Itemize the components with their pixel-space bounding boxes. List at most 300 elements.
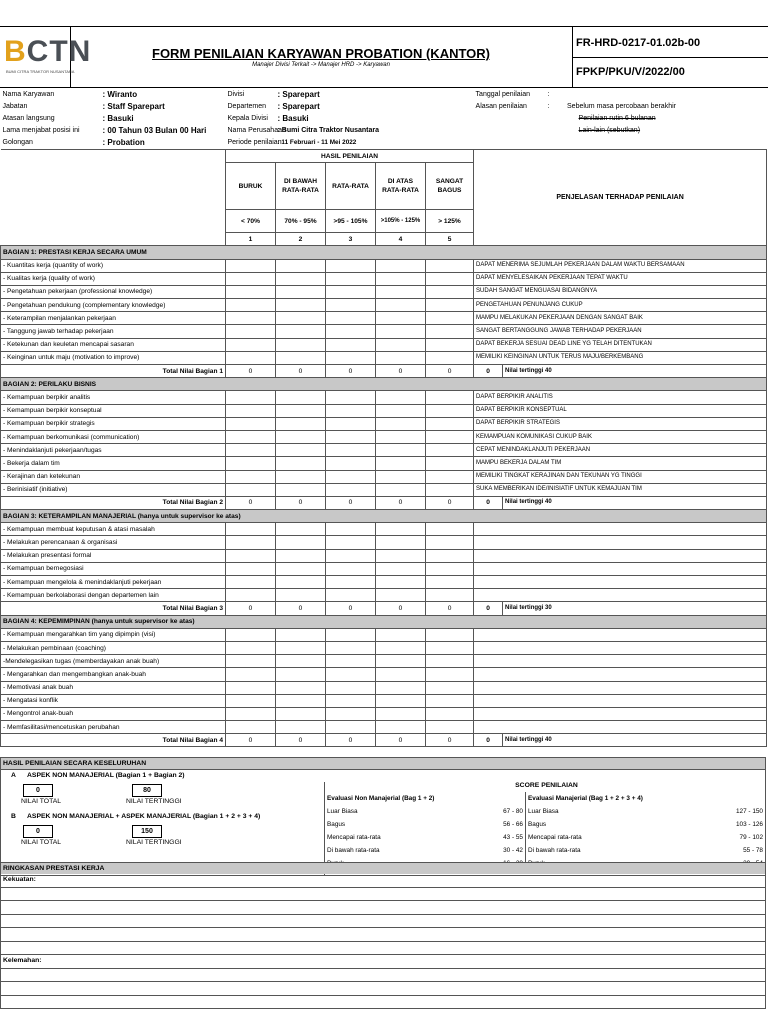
explanation-cell[interactable]: DAPAT MENERIMA SEJUMLAH PEKERJAAN DALAM WAKTU BERSAMAAN [474,259,767,272]
score-cell[interactable] [226,576,276,589]
summary-body [0,770,766,876]
weaknesses-line[interactable] [1,969,765,983]
criteria-label: - Kemampuan bernegosiasi [1,562,226,575]
reason-text: Sebelum masa percobaan berakhir [567,102,676,110]
score-cell[interactable] [276,483,326,496]
score-cell[interactable] [326,668,376,681]
score-cell[interactable] [376,417,426,430]
score-cell[interactable] [376,655,426,668]
score-cell[interactable] [226,721,276,734]
rating-range: >95 - 105% [326,210,376,233]
rating-score: 4 [376,233,426,246]
weaknesses-line[interactable] [1,996,765,1010]
score-cell[interactable] [326,325,376,338]
nilai-total-label: NILAI TOTAL [21,839,62,846]
score-cell[interactable] [426,259,474,272]
score-cell[interactable] [226,641,276,654]
aspect-a-total[interactable]: 0 [23,784,53,797]
score-cell[interactable] [226,444,276,457]
logo-box [0,27,92,87]
score-cell[interactable] [376,536,426,549]
score-cell[interactable] [376,721,426,734]
score-cell[interactable] [276,576,326,589]
doc-code: FR-HRD-0217-01.02b-00 [576,37,701,49]
score-cell[interactable] [326,721,376,734]
score-cell[interactable] [276,457,326,470]
division-head-value[interactable]: : Basuki [277,113,309,123]
total-value: 0 [376,734,426,747]
info-row [1,100,767,112]
score-cell[interactable] [226,483,276,496]
score-cell[interactable] [226,549,276,562]
supervisor-value[interactable]: : Basuki [102,113,134,123]
reason-text: Penilaian rutin 6 bulanan [578,114,656,122]
scale-label: Di bawah rata-rata [327,847,380,854]
score-cell[interactable] [426,351,474,364]
criteria-row [1,694,767,707]
rating-label: DI ATAS RATA-RATA [376,163,426,210]
score-cell[interactable] [426,641,474,654]
criteria-row [1,404,767,417]
score-cell[interactable] [426,707,474,720]
score-cell[interactable] [376,285,426,298]
company-value[interactable]: : Bumi Citra Traktor Nusantara [277,127,380,135]
reason-option-2[interactable] [546,112,767,124]
scale-label: Luar Biasa [528,808,559,815]
explanation-cell[interactable]: MEMILIKI KEINGINAN UNTUK TERUS MAJU/BERKEMBANG [474,351,767,364]
score-cell[interactable] [226,655,276,668]
score-cell[interactable] [326,641,376,654]
tenure-value[interactable]: : 00 Tahun 03 Bulan 00 Hari [102,126,207,136]
criteria-row [1,721,767,734]
rating-range: >105% - 125% [376,210,426,233]
score-cell[interactable] [426,576,474,589]
explanation-cell[interactable] [474,681,767,694]
aspect-a-label: ASPEK NON MANAJERIAL (Bagian 1 + Bagian 2) [27,772,185,779]
rating-label: BURUK [226,163,276,210]
score-cell[interactable] [426,681,474,694]
score-cell[interactable] [276,391,326,404]
score-cell[interactable] [426,549,474,562]
explanation-cell[interactable]: DAPAT BERPIKIR STRATEGIS [474,417,767,430]
total-value: 0 [426,365,474,378]
score-cell[interactable] [226,351,276,364]
score-cell[interactable] [276,325,326,338]
score-cell[interactable] [326,312,376,325]
explanation-cell[interactable]: DAPAT MENYELESAIKAN PEKERJAAN TEPAT WAKTU [474,272,767,285]
total-value: 0 [376,602,426,615]
total-value: 0 [276,734,326,747]
score-cell[interactable] [426,285,474,298]
score-cell[interactable] [326,523,376,536]
label: Golongan [2,139,33,147]
scale-range: 103 - 126 [735,821,763,828]
explanation-cell[interactable] [474,668,767,681]
explanation-cell[interactable]: KEMAMPUAN KOMUNIKASI CUKUP BAIK [474,430,767,443]
score-cell[interactable] [426,470,474,483]
logo-letter: B [4,35,27,68]
score-cell[interactable] [376,272,426,285]
score-cell[interactable] [276,285,326,298]
score-cell[interactable] [326,351,376,364]
score-cell[interactable] [276,444,326,457]
criteria-row [1,641,767,654]
score-cell[interactable] [226,562,276,575]
explanation-cell[interactable] [474,655,767,668]
score-cell[interactable] [376,589,426,602]
score-cell[interactable] [276,681,326,694]
strengths-line[interactable] [1,928,765,942]
score-cell[interactable] [226,417,276,430]
score-cell[interactable] [326,628,376,641]
position-value[interactable]: : Staff Sparepart [102,101,165,111]
score-cell[interactable] [426,483,474,496]
total-value: 0 [276,365,326,378]
criteria-label: - Mengatasi konflik [1,694,226,707]
score-cell[interactable] [226,536,276,549]
total-value: 0 [376,365,426,378]
score-cell[interactable] [376,430,426,443]
score-cell[interactable] [276,417,326,430]
criteria-row [1,681,767,694]
score-cell[interactable] [276,589,326,602]
score-cell[interactable] [226,668,276,681]
summary-lines [0,874,766,1009]
section-max: Nilai tertinggi 40 [503,734,767,747]
explanation-cell[interactable]: DAPAT BERPIKIR KONSEPTUAL [474,404,767,417]
score-cell[interactable] [376,681,426,694]
score-cell[interactable] [326,576,376,589]
rating-header [1,149,767,162]
score-cell[interactable] [226,299,276,312]
section-header [1,378,767,391]
score-cell[interactable] [426,404,474,417]
score-cell[interactable] [226,312,276,325]
score-cell[interactable] [376,299,426,312]
score-cell[interactable] [276,694,326,707]
section-header [1,615,767,628]
score-cell[interactable] [226,325,276,338]
score-cell[interactable] [326,417,376,430]
total-label: Total Nilai Bagian 1 [1,365,226,378]
criteria-row [1,707,767,720]
criteria-label: - Kemampuan berpikir analitis [1,391,226,404]
section-total-row [1,734,767,747]
explanation-cell[interactable] [474,549,767,562]
score-cell[interactable] [326,549,376,562]
score-cell[interactable] [376,312,426,325]
score-cell[interactable] [426,272,474,285]
section-title: BAGIAN 4: KEPEMIMPINAN (hanya untuk supervisor ke atas) [1,615,767,628]
score-cell[interactable] [326,589,376,602]
score-cell[interactable] [226,470,276,483]
total-label: Total Nilai Bagian 2 [1,496,226,509]
score-cell[interactable] [376,404,426,417]
explanation-cell[interactable]: SANGAT BERTANGGUNG JAWAB TERHADAP PEKERJAAN [474,325,767,338]
score-cell[interactable] [376,259,426,272]
score-cell[interactable] [326,430,376,443]
score-cell[interactable] [376,562,426,575]
department-value[interactable]: : Sparepart [277,101,320,111]
score-cell[interactable] [326,338,376,351]
score-cell[interactable] [276,259,326,272]
score-cell[interactable] [226,523,276,536]
explanation-cell[interactable]: DAPAT BEKERJA SESUAI DEAD LINE YG TELAH DITENTUKAN [474,338,767,351]
section-header [1,246,767,259]
total-value: 0 [326,734,376,747]
explanation-cell[interactable] [474,707,767,720]
score-cell[interactable] [326,562,376,575]
criteria-row [1,523,767,536]
score-cell[interactable] [276,641,326,654]
score-cell[interactable] [376,668,426,681]
grade-value[interactable]: : Probation [102,138,145,148]
score-cell[interactable] [376,325,426,338]
managerial-scale [525,792,765,870]
evaluation-table [0,88,767,747]
criteria-row [1,325,767,338]
score-cell[interactable] [326,470,376,483]
strengths-line[interactable] [1,942,765,956]
strengths-line[interactable] [1,888,765,902]
score-cell[interactable] [426,430,474,443]
aspect-b-letter: B [11,813,16,820]
score-cell[interactable] [426,536,474,549]
info-row [1,112,767,124]
score-cell[interactable] [326,444,376,457]
score-cell[interactable] [226,589,276,602]
score-cell[interactable] [226,430,276,443]
explanation-cell[interactable] [474,628,767,641]
colon: : [547,102,550,110]
weaknesses-line[interactable] [1,982,765,996]
score-cell[interactable] [226,338,276,351]
label: Kepala Divisi [227,114,268,122]
score-cell[interactable] [376,576,426,589]
score-cell[interactable] [376,641,426,654]
score-cell[interactable] [426,325,474,338]
score-cell[interactable] [376,470,426,483]
score-cell[interactable] [376,549,426,562]
total-label: Total Nilai Bagian 4 [1,734,226,747]
explanation-cell[interactable] [474,523,767,536]
label: Atasan langsung [2,114,55,122]
score-cell[interactable] [426,562,474,575]
reason-option-3[interactable] [546,125,767,137]
spacer [474,125,546,137]
score-cell[interactable] [326,536,376,549]
criteria-label: - Melakukan pembinaan (coaching) [1,641,226,654]
score-cell[interactable] [226,707,276,720]
score-cell[interactable] [376,338,426,351]
section-title: BAGIAN 1: PRESTASI KERJA SECARA UMUM [1,246,767,259]
strengths-line[interactable] [1,915,765,929]
score-cell[interactable] [226,681,276,694]
score-cell[interactable] [426,391,474,404]
criteria-label: - Kemampuan berkolaborasi dengan departemen lain [1,589,226,602]
explanation-cell[interactable]: DAPAT BERPIKIR ANALITIS [474,391,767,404]
weaknesses-label[interactable]: Kelemahan: [1,955,765,969]
score-cell[interactable] [226,285,276,298]
score-cell[interactable] [276,536,326,549]
logo-rest: CTN [26,35,92,68]
score-cell[interactable] [276,351,326,364]
explanation-cell[interactable] [474,536,767,549]
scale-range: 30 - 42 [503,847,523,854]
score-cell[interactable] [326,259,376,272]
total-value: 0 [326,496,376,509]
score-cell[interactable] [376,523,426,536]
score-cell[interactable] [276,312,326,325]
explanation-cell[interactable]: MAMPU BEKERJA DALAM TIM [474,457,767,470]
explanation-cell[interactable]: CEPAT MENINDAKLANJUTI PEKERJAAN [474,444,767,457]
non-managerial-scale [325,792,525,870]
explanation-cell[interactable] [474,694,767,707]
explanation-cell[interactable]: SUDAH SANGAT MENGUASAI BIDANGNYA [474,285,767,298]
score-cell[interactable] [426,628,474,641]
division-value[interactable]: : Sparepart [277,89,320,99]
score-cell[interactable] [276,523,326,536]
score-cell[interactable] [276,549,326,562]
label: Divisi [227,90,245,98]
score-cell[interactable] [426,457,474,470]
section-total-row [1,365,767,378]
scale-range: 79 - 102 [739,834,763,841]
score-cell[interactable] [326,299,376,312]
score-cell[interactable] [376,351,426,364]
criteria-row [1,655,767,668]
aspect-a-letter: A [11,772,16,779]
score-cell[interactable] [326,655,376,668]
explanation-cell[interactable]: MEMILIKI TINGKAT KERAJINAN DAN TEKUNAN YG TINGGI [474,470,767,483]
score-cell[interactable] [326,285,376,298]
score-cell[interactable] [276,299,326,312]
score-cell[interactable] [226,457,276,470]
score-cell[interactable] [226,694,276,707]
aspect-b-total[interactable]: 0 [23,825,53,838]
score-cell[interactable] [376,483,426,496]
score-cell[interactable] [326,483,376,496]
label: Jabatan [2,102,28,110]
score-cell[interactable] [276,668,326,681]
score-cell[interactable] [426,694,474,707]
score-cell[interactable] [326,694,376,707]
score-cell[interactable] [376,457,426,470]
section-title: BAGIAN 2: PERILAKU BISNIS [1,378,767,391]
section-max: Nilai tertinggi 30 [503,602,767,615]
scale-range: 43 - 55 [503,834,523,841]
criteria-label: - Tanggung jawab terhadap pekerjaan [1,325,226,338]
scale-range: 127 - 150 [735,808,763,815]
score-cell[interactable] [276,721,326,734]
explanation-cell[interactable] [474,721,767,734]
score-cell[interactable] [276,470,326,483]
score-cell[interactable] [226,391,276,404]
employee-name[interactable]: : Wiranto [102,89,138,99]
score-cell[interactable] [426,668,474,681]
logo-subtext: BUMI CITRA TRAKTOR NUSANTARA [6,69,75,74]
score-cell[interactable] [326,681,376,694]
info-row [1,137,767,150]
score-cell[interactable] [276,404,326,417]
criteria-label: - Memotivasi anak buah [1,681,226,694]
label: Nama Perusahaan [227,127,286,135]
explanation-cell[interactable] [474,562,767,575]
explanation-cell[interactable] [474,576,767,589]
score-cell[interactable] [426,417,474,430]
aspect-a-max: 80 [132,784,162,797]
strengths-line[interactable] [1,901,765,915]
score-cell[interactable] [326,707,376,720]
explanation-cell[interactable] [474,589,767,602]
score-cell[interactable] [326,272,376,285]
criteria-label: - Kualitas kerja (quality of work) [1,272,226,285]
explanation-cell[interactable] [474,641,767,654]
criteria-label: - Melakukan presentasi formal [1,549,226,562]
score-cell[interactable] [276,655,326,668]
score-cell[interactable] [426,523,474,536]
strengths-label[interactable]: Kekuatan: [1,874,765,888]
score-cell[interactable] [276,338,326,351]
score-cell[interactable] [276,562,326,575]
score-cell[interactable] [226,259,276,272]
score-cell[interactable] [226,272,276,285]
score-cell[interactable] [276,272,326,285]
score-cell[interactable] [326,404,376,417]
criteria-row [1,562,767,575]
score-cell[interactable] [326,457,376,470]
score-cell[interactable] [426,589,474,602]
criteria-label: - Mengarahkan dan mengembangkan anak-buah [1,668,226,681]
criteria-row [1,549,767,562]
score-cell[interactable] [376,444,426,457]
score-cell[interactable] [226,628,276,641]
score-cell[interactable] [426,444,474,457]
criteria-row [1,457,767,470]
score-cell[interactable] [376,707,426,720]
score-cell[interactable] [226,404,276,417]
explanation-cell[interactable]: PENGETAHUAN PENUNJANG CUKUP [474,299,767,312]
criteria-row [1,589,767,602]
criteria-row [1,259,767,272]
score-cell[interactable] [426,655,474,668]
criteria-label: - Pengetahuan pendukung (complementary knowledge) [1,299,226,312]
criteria-row [1,628,767,641]
reason-option-1[interactable] [546,100,767,112]
criteria-label: - Kemampuan membuat keputusan & atasi masalah [1,523,226,536]
score-cell[interactable] [276,628,326,641]
score-cell[interactable] [426,721,474,734]
label[interactable]: : [547,90,550,98]
score-cell[interactable] [326,391,376,404]
rating-score: 3 [326,233,376,246]
score-cell[interactable] [376,694,426,707]
score-cell[interactable] [426,338,474,351]
rating-range: 70% - 95% [276,210,326,233]
score-cell[interactable] [426,299,474,312]
explanation-cell[interactable]: SUKA MEMBERIKAN IDE/INISIATIF UNTUK KEMAJUAN TIM [474,483,767,496]
scale-title: Evaluasi Manajerial (Bag 1 + 2 + 3 + 4) [528,795,643,802]
score-cell[interactable] [276,707,326,720]
score-cell[interactable] [376,391,426,404]
score-cell[interactable] [376,628,426,641]
criteria-label: - Pengetahuan pekerjaan (professional knowledge) [1,285,226,298]
score-cell[interactable] [276,430,326,443]
score-cell[interactable] [426,312,474,325]
rating-range: > 125% [426,210,474,233]
period-value[interactable]: : 11 Februari - 11 Mei 2022 [277,139,357,147]
explanation-cell[interactable]: MAMPU MELAKUKAN PEKERJAAN DENGAN SANGAT BAIK [474,312,767,325]
